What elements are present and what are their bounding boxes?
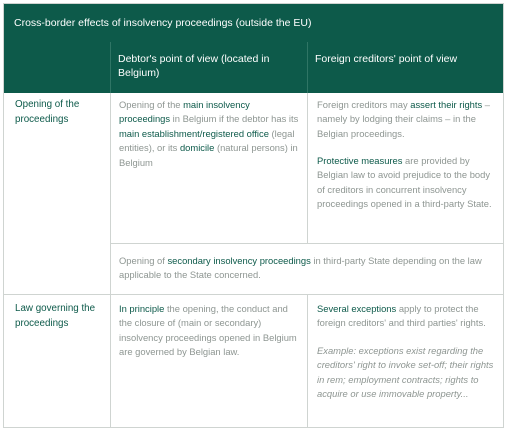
row-label-law: Law governing the proceedings (15, 303, 96, 329)
header-debtor-text: Debtor's point of view (located in Belgium) (118, 53, 270, 79)
insolvency-table (3, 3, 504, 428)
table-header-row (4, 42, 503, 93)
header-divider (307, 42, 308, 93)
header-creditors-text: Foreign creditors' point of view (315, 53, 458, 65)
cell-opening-secondary: Opening of secondary insolvency proceedings in third-party State depending on the law applicable to the State concerned. (119, 255, 482, 281)
row-label-opening: Opening of the proceedings (15, 99, 80, 125)
cell-opening-creditors-p2: Protective measures are provided by Belgian law to avoid prejudice to the body of creditors in concurrent insolvency proceedings opened in a third-party State. (317, 155, 492, 210)
header-debtor (110, 42, 307, 93)
table-title-text: Cross-border effects of insolvency proceedings (outside the EU) (14, 17, 312, 29)
cell-opening-creditors-p1: Foreign creditors may assert their rights – namely by lodging their claims – in the Belgian proceedings. (317, 99, 490, 139)
row-divider (4, 294, 504, 295)
row-divider (110, 243, 504, 244)
table-title (4, 4, 503, 42)
header-divider (110, 42, 111, 93)
column-divider (307, 93, 308, 243)
header-empty-cell (4, 42, 110, 93)
cell-opening-debtor: Opening of the main insolvency proceedings in Belgium if the debtor has its main establishment/registered office (legal entities), or its domicile (natural persons) in Belgium (119, 99, 299, 168)
column-divider (307, 294, 308, 428)
column-divider (110, 93, 111, 428)
cell-law-creditors-p1: Several exceptions apply to protect the foreign creditors' and third parties' rights. (317, 303, 486, 329)
cell-law-creditors-example: Example: exceptions exist regarding the creditors' right to invoke set-off; their rights in rem; employment contracts; rights to acquire or use immovable property... (317, 345, 494, 400)
header-creditors (307, 42, 503, 93)
cell-law-debtor: In principle the opening, the conduct and the closure of (main or secondary) insolvency proceedings opened in Belgium are governed by Belgian law. (119, 303, 297, 358)
